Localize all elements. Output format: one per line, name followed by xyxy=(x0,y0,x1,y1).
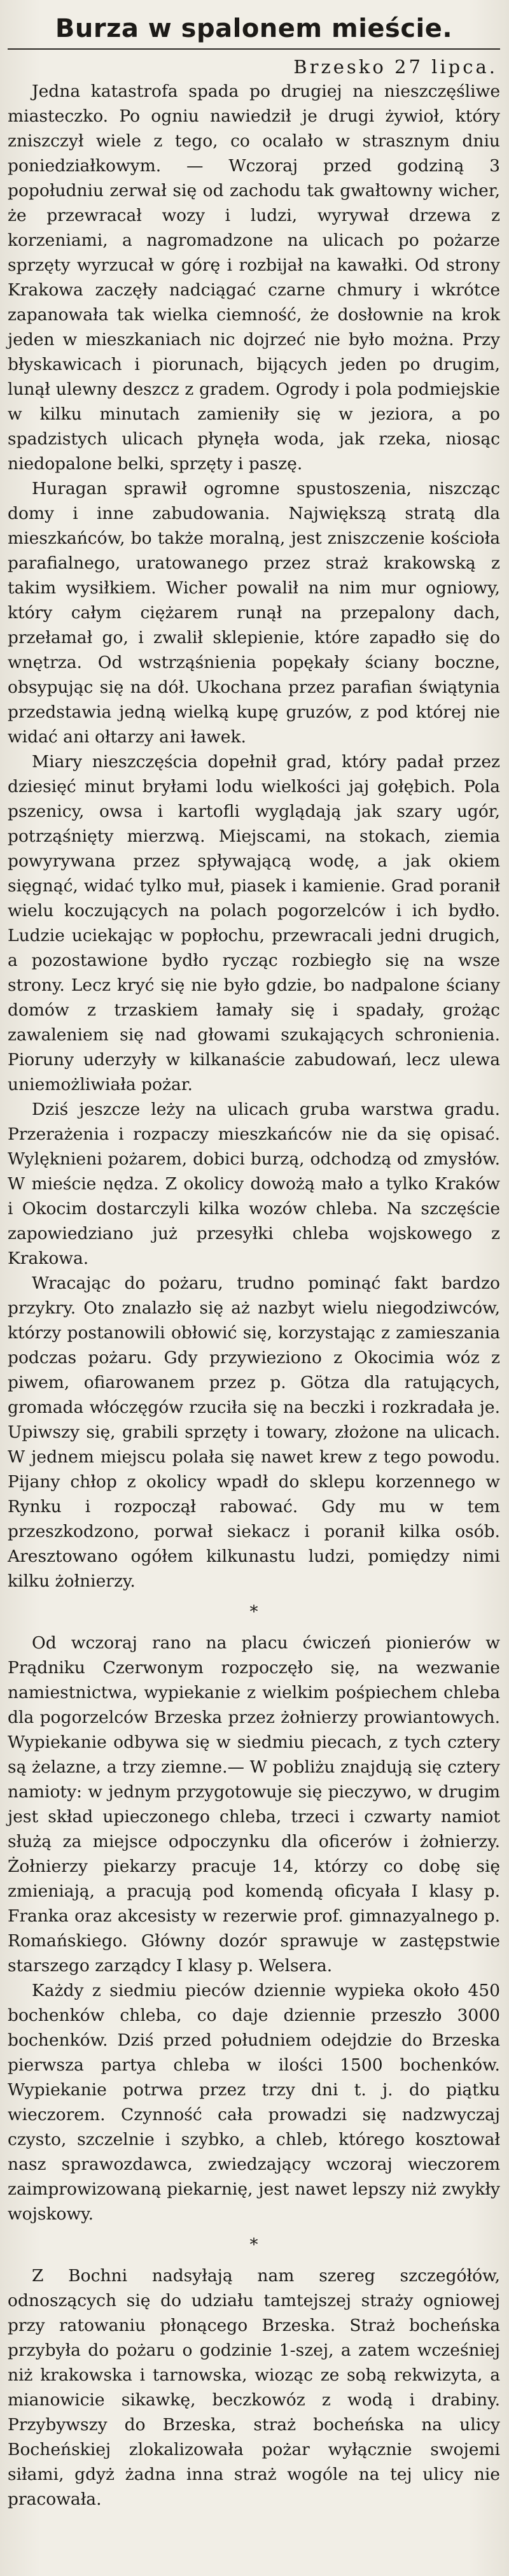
headline-rule xyxy=(8,48,500,50)
article-dateline: Brzesko 27 lipca. xyxy=(293,56,498,78)
paragraph-looting: Wracając do pożaru, trudno pominąć fakt bardzo przykry. Oto znalazło się aż nazbyt wielu niegodziwców, którzy postanowili obłowić się, korzystając z zamieszania podczas pożaru. Gdy przywieziono z Okocimia wóz z piwem, ofiarowanem przez p. Götza dla ratujących, gromada włóczęgów rzuciła się na beczki i rozkradała je. Upiwszy się, grabili sprzęty i towary, złożone na ulicach. W jednem miejscu polała się nawet krew z tego powodu. Pijany chłop z okolicy wpadł do sklepu korzennego w Rynku i rozpoczął rabować. Gdy mu w tem przeszkodzono, porwał siekacz i poranił kilka osób. Aresztowano ogółem kilkunastu ludzi, pomiędzy nimi kilku żołnierzy. xyxy=(8,1273,500,1591)
paragraph-storm: Jedna katastrofa spada po drugiej na nieszczęśliwe miasteczko. Po ogniu nawiedził je drugi żywioł, który zniszczył wiele z tego, co ocalało w strasznym dniu poniedziałkowym. — Wczoraj przed godziną 3 popołudniu zerwał się od zachodu tak gwałtowny wicher, że przewracał wozy i ludzi, wyrywał drzewa z korzeniami, a nagromadzone na ulicach po pożarze sprzęty wyrzucał w górę i rozbijał na kawałki. Od strony Krakowa zaczęły nadciągać czarne chmury i wkrótce zapanowała tak wielka ciemność, że dosłownie na krok jeden w mieszkaniach nic dojrzeć nie było można. Przy błyskawicach i piorunach, bijących jeden po drugim, lunął ulewny deszcz z gradem. Ogrody i pola podmiejskie w kilku minutach zamieniły się w jeziora, a po spadzistych ulicach płynęła woda, jak rzeka, niosąc niedopalone belki, sprzęty i paszę. xyxy=(8,81,500,474)
paragraph-bakery: Od wczoraj rano na placu ćwiczeń pionierów w Prądniku Czerwonym rozpoczęło się, na wezwanie namiestnictwa, wypiekanie z wielkim pośpiechem chleba dla pogorzelców Brzeska przez żołnierzy prowiantowych. Wypiekanie odbywa się w siedmiu piecach, z tych cztery są żelazne, a trzy ziemne.— W pobliżu znajdują się cztery namioty: w jednym przygotowuje się pieczywo, w drugim jest skład upieczonego chleba, trzeci i czwarty namiot służą za miejsce odpoczynku dla oficerów i żołnierzy. Żołnierzy piekarzy pracuje 14, którzy co dobę się zmieniają, a pracują pod komendą oficyała I klasy p. Franka oraz akcesisty w rezerwie prof. gimnazyalnego p. Romańskiego. Główny dozór sprawuje w zastępstwie starszego zarządcy I klasy p. Welsera. xyxy=(8,1633,500,1976)
section-separator: * xyxy=(249,1603,258,1622)
paragraph-church: Huragan sprawił ogromne spustoszenia, niszcząc domy i inne zabudowania. Największą stratą dla mieszkańców, bo także moralną, jest zniszczenie kościoła parafialnego, uratowanego przez straż krakowską z takim wysiłkiem. Wicher powalił na nim mur ogniowy, który całym ciężarem runął na przepalony dach, przełamał go, i zwalił sklepienie, które zapadło się do wnętrza. Od wstrząśnienia popękały ściany boczne, obsypując się na dół. Ukochana przez parafian świątynia przedstawia jedną wielką kupę gruzów, z pod której nie widać ani ołtarzy ani ławek. xyxy=(8,479,500,747)
paragraph-bochnia-fire-brigade: Z Bochni nadsyłają nam szereg szczegółów, odnoszących się do udziału tamtejszej straży ogniowej przy ratowaniu płonącego Brzeska. Straż bocheńska przybyła do pożaru o godzinie 1-szej, a zatem wcześniej niż krakowska i tarnowska, wioząc ze sobą rekwizyta, a mianowicie sikawkę, beczkowóz z wodą i drabiny. Przybywszy do Brzeska, straż bocheńska na ulicy Bocheńskiej zlokalizowała pożar wyłącznie swojemi siłami, gdyż żadna inna straż wogóle na tej ulicy nie pracowała. xyxy=(8,2266,500,2509)
article-headline: Burza w spalonem mieście. xyxy=(55,14,453,43)
paragraph-bread-output: Każdy z siedmiu pieców dziennie wypieka około 450 bochenków chleba, co daje dziennie przeszło 3000 bochenków. Dziś przed południem odejdzie do Brzeska pierwsza partya chleba w ilości 1500 bochenków. Wypiekanie potrwa przez trzy dni t. j. do piątku wieczorem. Czynność cała prowadzi się nadzwyczaj czysto, szczelnie i szybko, a chleb, którego kosztował nasz sprawozdawca, zwiedzający wczoraj wieczorem zaimprowizowaną piekarnię, jest nawet lepszy niż zwykły wojskowy. xyxy=(8,1981,500,2224)
paragraph-hail: Miary nieszczęścia dopełnił grad, który padał przez dziesięć minut bryłami lodu wielkości jaj gołębich. Pola pszenicy, owsa i kartofli wyglądają jak szary ugór, potrząśnięty mierzwą. Miejscami, na stokach, ziemia powyrywana przez spływającą wodę, a jak okiem sięgnąć, widać tylko muł, piasek i kamienie. Grad poranił wielu koczujących na polach pogorzelców i ich bydło. Ludzie uciekając w popłochu, przewracali jedni drugich, a pozostawione bydło rycząc rozbiegło się na wsze strony. Lecz kryć się nie było gdzie, bo nadpalone ściany domów z trzaskiem łamały się i spadały, grożąc zawaleniem się nad głowami szukających schronienia. Pioruny uderzyły w kilkanaście zabudowań, lecz ulewa uniemożliwiała pożar. xyxy=(8,752,500,1094)
section-separator: * xyxy=(249,2235,258,2254)
paragraph-aftermath: Dziś jeszcze leży na ulicach gruba warstwa gradu. Przerażenia i rozpaczy mieszkańców nie da się opisać. Wylęknieni pożarem, dobici burzą, odchodzą od zmysłów. W mieście nędza. Z okolicy dowożą mało a tylko Kraków i Okocim dostarczyli kilka wozów chleba. Na szczęście zapowiedziano już przesyłki chleba wojskowego z Krakowa. xyxy=(8,1100,500,1268)
